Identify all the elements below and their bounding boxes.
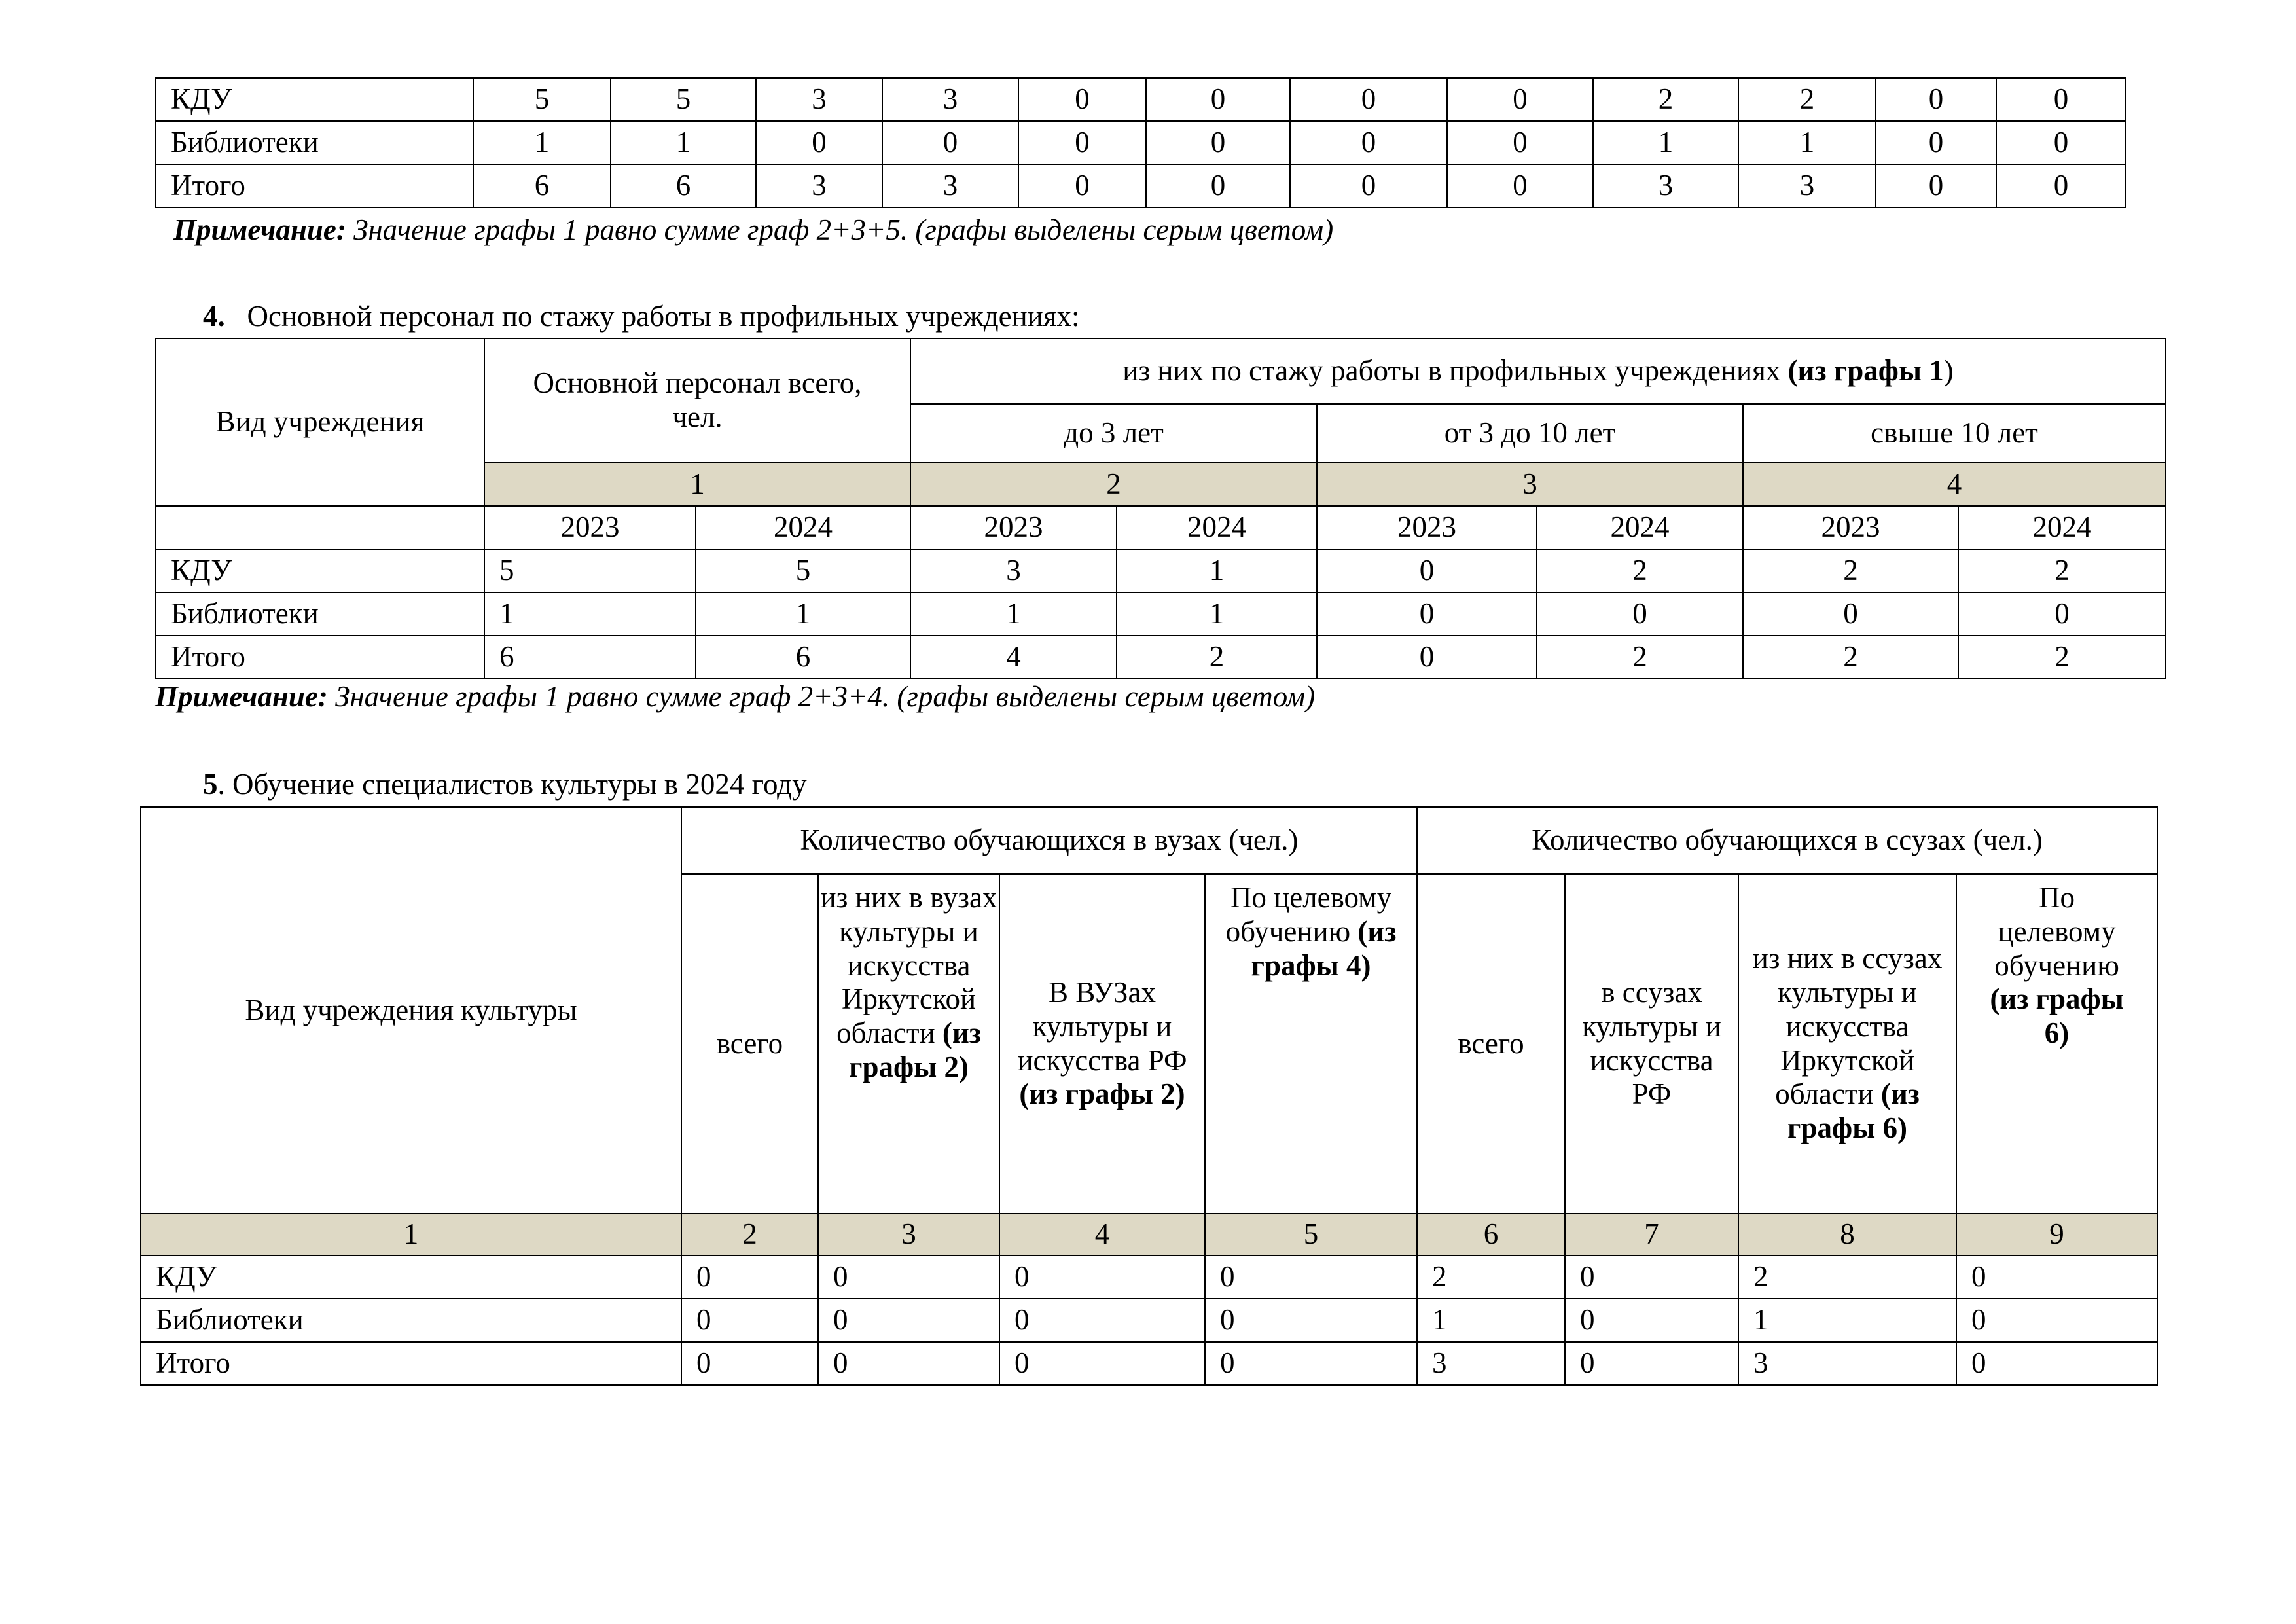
value-cell: 2 xyxy=(1117,636,1317,679)
value-cell: 0 xyxy=(681,1255,818,1299)
experience-group-header xyxy=(910,338,2166,404)
value-cell: 0 xyxy=(1018,78,1146,121)
value-cell: 6 xyxy=(484,636,696,679)
value-cell: 3 xyxy=(1738,164,1876,208)
table-row xyxy=(156,164,2126,208)
value-cell: 0 xyxy=(1290,78,1447,121)
note-label: Примечание: xyxy=(173,213,346,246)
row-label: Библиотеки xyxy=(156,592,484,636)
header-text: из них в вузах культуры и искусства Иркутской области xyxy=(820,881,997,1049)
header-bold: (из графы 4) xyxy=(1251,914,1397,982)
value-cell: 0 xyxy=(1205,1299,1417,1342)
value-cell: 0 xyxy=(1447,78,1593,121)
value-cell: 0 xyxy=(1565,1299,1738,1342)
table-row xyxy=(141,1342,2157,1385)
value-cell: 5 xyxy=(611,78,756,121)
section-5-number: 5 xyxy=(203,768,218,801)
value-cell: 2 xyxy=(1593,78,1738,121)
value-cell: 0 xyxy=(1958,592,2166,636)
value-cell: 1 xyxy=(484,592,696,636)
section-4-number: 4. xyxy=(203,300,225,333)
value-cell: 5 xyxy=(473,78,611,121)
note-text: Значение графы 1 равно сумме граф 2+3+4. (графы выделены серым цветом) xyxy=(327,680,1316,713)
vuz-irkutsk-header xyxy=(818,874,999,1214)
value-cell: 0 xyxy=(1996,121,2126,164)
value-cell: 1 xyxy=(696,592,910,636)
value-cell: 0 xyxy=(1996,78,2126,121)
value-cell: 1 xyxy=(1593,121,1738,164)
value-cell: 5 xyxy=(696,549,910,592)
value-cell: 0 xyxy=(1956,1299,2157,1342)
sub-header-up-to-3: до 3 лет xyxy=(910,404,1317,463)
value-cell: 0 xyxy=(1018,121,1146,164)
value-cell: 0 xyxy=(1565,1342,1738,1385)
value-cell: 1 xyxy=(910,592,1117,636)
value-cell: 1 xyxy=(1417,1299,1565,1342)
value-cell: 0 xyxy=(1743,592,1958,636)
value-cell: 6 xyxy=(611,164,756,208)
header-text: из них в ссузах культуры и искусства Иркутской области xyxy=(1752,942,1943,1111)
year-header: 2023 xyxy=(484,506,696,549)
value-cell: 1 xyxy=(1117,549,1317,592)
header-text: По целевому обучению xyxy=(1225,881,1392,948)
value-cell: 6 xyxy=(473,164,611,208)
ssuz-total-header: всего xyxy=(1417,874,1565,1214)
table-row xyxy=(156,592,2166,636)
table-row xyxy=(156,121,2126,164)
value-cell: 0 xyxy=(1876,164,1996,208)
col-number: 5 xyxy=(1205,1214,1417,1255)
section-5-title: . Обучение специалистов культуры в 2024 году xyxy=(217,768,807,801)
table-4 xyxy=(155,338,2166,679)
value-cell: 2 xyxy=(1537,636,1743,679)
row-label: Библиотеки xyxy=(141,1299,681,1342)
vuz-total-header: всего xyxy=(681,874,818,1214)
col-type-header: Вид учреждения xyxy=(156,338,484,506)
note-text: Значение графы 1 равно сумме граф 2+3+5. (графы выделены серым цветом) xyxy=(346,213,1334,246)
value-cell: 3 xyxy=(910,549,1117,592)
value-cell: 0 xyxy=(999,1342,1205,1385)
value-cell: 0 xyxy=(1447,164,1593,208)
table-row xyxy=(156,636,2166,679)
col-number: 6 xyxy=(1417,1214,1565,1255)
header-bold: (из графы 6) xyxy=(1990,983,2124,1049)
value-cell: 1 xyxy=(473,121,611,164)
value-cell: 0 xyxy=(1146,164,1290,208)
value-cell: 2 xyxy=(1537,549,1743,592)
vuz-group-header: Количество обучающихся в вузах (чел.) xyxy=(681,807,1417,874)
col-number: 1 xyxy=(141,1214,681,1255)
group-header-end: ) xyxy=(1943,354,1954,388)
col-number: 3 xyxy=(1317,463,1743,506)
value-cell: 1 xyxy=(1738,121,1876,164)
value-cell: 0 xyxy=(1537,592,1743,636)
col-number: 8 xyxy=(1738,1214,1956,1255)
value-cell: 0 xyxy=(1205,1342,1417,1385)
year-header: 2023 xyxy=(1317,506,1537,549)
row-label: КДУ xyxy=(156,549,484,592)
col-number: 4 xyxy=(1743,463,2166,506)
table-row xyxy=(141,1255,2157,1299)
year-header: 2024 xyxy=(1958,506,2166,549)
col-number: 9 xyxy=(1956,1214,2157,1255)
value-cell: 2 xyxy=(1958,549,2166,592)
value-cell: 0 xyxy=(681,1299,818,1342)
col-number: 1 xyxy=(484,463,910,506)
header-bold: (из графы 2) xyxy=(849,1017,981,1083)
empty-cell xyxy=(156,506,484,549)
col-total-header: Основной персонал всего, чел. xyxy=(484,338,910,463)
row-label: Итого xyxy=(141,1342,681,1385)
value-cell: 0 xyxy=(882,121,1018,164)
value-cell: 1 xyxy=(1117,592,1317,636)
value-cell: 0 xyxy=(1146,121,1290,164)
group-header-text: из них по стажу работы в профильных учреждениях xyxy=(1122,354,1788,388)
table-5 xyxy=(140,806,2158,1386)
value-cell: 6 xyxy=(696,636,910,679)
row-label: КДУ xyxy=(141,1255,681,1299)
vuz-rf-header xyxy=(999,874,1205,1214)
year-header: 2024 xyxy=(696,506,910,549)
value-cell: 0 xyxy=(1447,121,1593,164)
value-cell: 0 xyxy=(818,1342,999,1385)
value-cell: 0 xyxy=(1205,1255,1417,1299)
col-number: 4 xyxy=(999,1214,1205,1255)
value-cell: 0 xyxy=(1876,121,1996,164)
table-row xyxy=(141,1299,2157,1342)
value-cell: 0 xyxy=(818,1299,999,1342)
value-cell: 0 xyxy=(1317,592,1537,636)
header-bold: (из графы 2) xyxy=(1019,1077,1185,1111)
col-number: 2 xyxy=(910,463,1317,506)
sub-header-3-to-10: от 3 до 10 лет xyxy=(1317,404,1743,463)
col-number: 7 xyxy=(1565,1214,1738,1255)
value-cell: 0 xyxy=(756,121,882,164)
value-cell: 5 xyxy=(484,549,696,592)
value-cell: 0 xyxy=(1290,121,1447,164)
value-cell: 0 xyxy=(1317,636,1537,679)
value-cell: 0 xyxy=(1018,164,1146,208)
value-cell: 0 xyxy=(1317,549,1537,592)
table-3-note xyxy=(173,213,1333,247)
value-cell: 0 xyxy=(1996,164,2126,208)
value-cell: 3 xyxy=(1417,1342,1565,1385)
header-text: В ВУЗах культуры и искусства РФ xyxy=(1017,976,1187,1077)
vuz-target-header xyxy=(1205,874,1417,1214)
year-header: 2023 xyxy=(910,506,1117,549)
table-row xyxy=(156,549,2166,592)
col-type-header: Вид учреждения культуры xyxy=(141,807,681,1214)
value-cell: 0 xyxy=(1956,1255,2157,1299)
value-cell: 2 xyxy=(1958,636,2166,679)
ssuz-rf-header xyxy=(1565,874,1738,1214)
section-4-heading xyxy=(203,299,1079,333)
value-cell: 3 xyxy=(882,164,1018,208)
value-cell: 0 xyxy=(818,1255,999,1299)
value-cell: 2 xyxy=(1743,549,1958,592)
row-label: Библиотеки xyxy=(156,121,473,164)
sub-header-over-10: свыше 10 лет xyxy=(1743,404,2166,463)
table-4-note xyxy=(155,679,1315,713)
table-row xyxy=(156,78,2126,121)
header-text: в ссузах культуры и искусства РФ xyxy=(1582,976,1721,1111)
value-cell: 3 xyxy=(756,78,882,121)
row-label: КДУ xyxy=(156,78,473,121)
row-label: Итого xyxy=(156,164,473,208)
ssuz-target-header xyxy=(1956,874,2157,1214)
value-cell: 0 xyxy=(1956,1342,2157,1385)
value-cell: 3 xyxy=(882,78,1018,121)
section-4-title: Основной персонал по стажу работы в профильных учреждениях: xyxy=(247,300,1080,333)
col-number: 2 xyxy=(681,1214,818,1255)
table-3-continuation xyxy=(155,77,2126,208)
value-cell: 1 xyxy=(611,121,756,164)
value-cell: 0 xyxy=(1876,78,1996,121)
year-header: 2024 xyxy=(1117,506,1317,549)
value-cell: 0 xyxy=(1565,1255,1738,1299)
value-cell: 3 xyxy=(1593,164,1738,208)
value-cell: 2 xyxy=(1743,636,1958,679)
value-cell: 3 xyxy=(1738,1342,1956,1385)
value-cell: 2 xyxy=(1738,1255,1956,1299)
value-cell: 0 xyxy=(1146,78,1290,121)
value-cell: 4 xyxy=(910,636,1117,679)
row-label: Итого xyxy=(156,636,484,679)
col-number: 3 xyxy=(818,1214,999,1255)
header-bold: (из графы 6) xyxy=(1787,1077,1920,1144)
value-cell: 3 xyxy=(756,164,882,208)
value-cell: 1 xyxy=(1738,1299,1956,1342)
group-header-bold: (из графы 1 xyxy=(1787,354,1944,388)
ssuz-irkutsk-header xyxy=(1738,874,1956,1214)
header-text: По целевому обучению xyxy=(1994,881,2119,982)
value-cell: 2 xyxy=(1738,78,1876,121)
value-cell: 0 xyxy=(999,1299,1205,1342)
value-cell: 0 xyxy=(681,1342,818,1385)
year-header: 2024 xyxy=(1537,506,1743,549)
year-header: 2023 xyxy=(1743,506,1958,549)
ssuz-group-header: Количество обучающихся в ссузах (чел.) xyxy=(1417,807,2157,874)
value-cell: 0 xyxy=(1290,164,1447,208)
value-cell: 2 xyxy=(1417,1255,1565,1299)
value-cell: 0 xyxy=(999,1255,1205,1299)
note-label: Примечание: xyxy=(155,680,328,713)
section-5-heading xyxy=(203,767,807,801)
